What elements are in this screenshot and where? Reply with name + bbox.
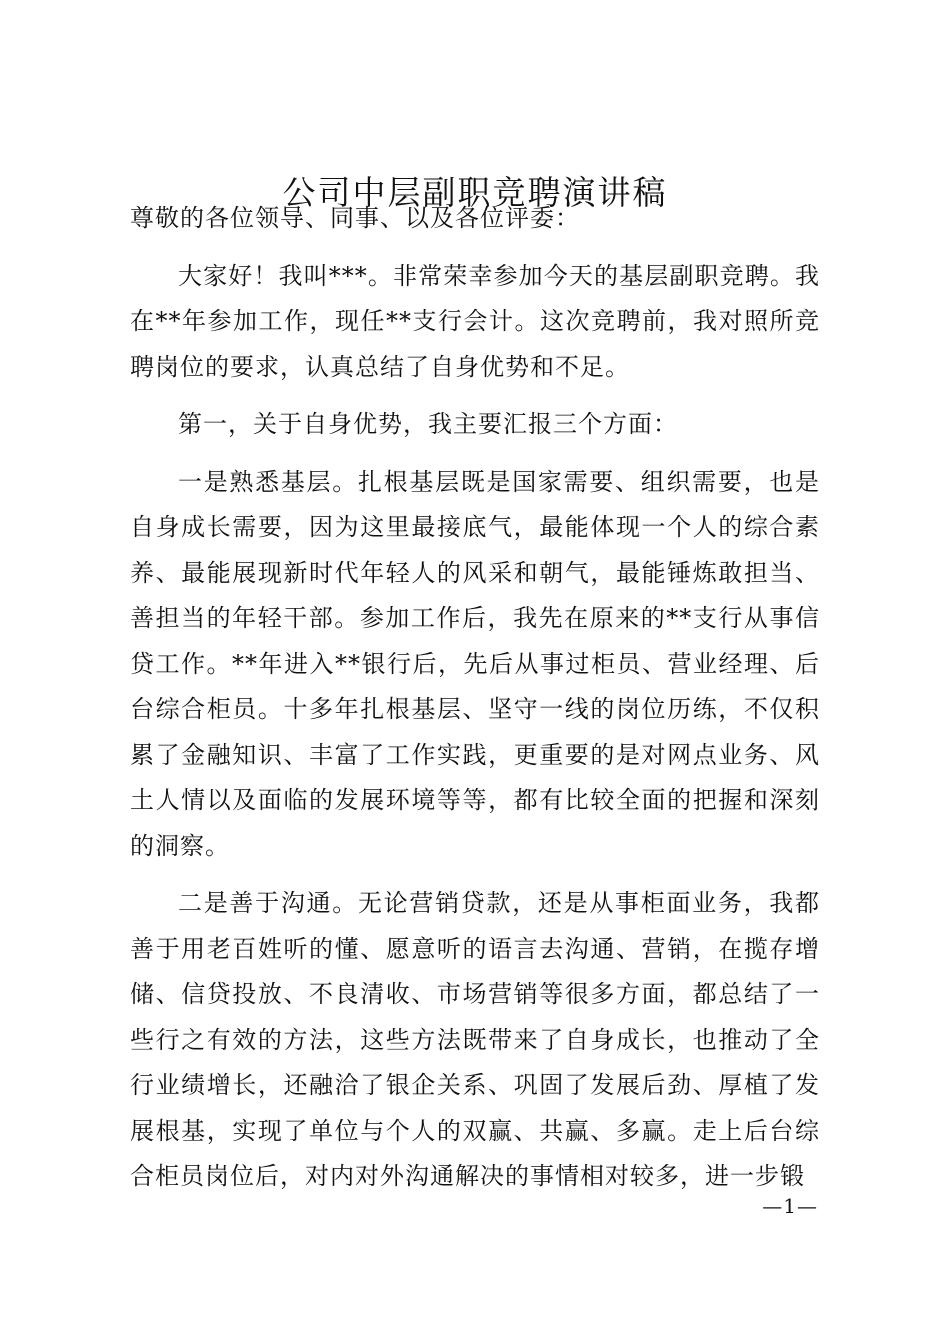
document-body: [130, 196, 820, 1212]
document-title: 公司中层副职竞聘演讲稿: [282, 173, 668, 212]
salutation: 尊敬的各位领导、同事、以及各位评委：: [130, 204, 580, 232]
paragraph-point-one: 一是熟悉基层。扎根基层既是国家需要、组织需要，也是自身成长需要，因为这里最接底气，最能体现一个人的综合素养、最能展现新时代年轻人的风采和朝气，最能锤炼敢担当、善担当的年轻干部。参加工作后，我先在原来的**支行从事信贷工作。**年进入**银行后，先后从事过柜员、营业经理、后台综合柜员。十多年扎根基层、坚守一线的岗位历练，不仅积累了金融知识、丰富了工作实践，更重要的是对网点业务、风土人情以及面临的发展环境等等，都有比较全面的把握和深刻的洞察。: [130, 467, 820, 860]
paragraph-point-two: 二是善于沟通。无论营销贷款，还是从事柜面业务，我都善于用老百姓听的懂、愿意听的语言去沟通、营销，在揽存增储、信贷投放、不良清收、市场营销等很多方面，都总结了一些行之有效的方法，这些方法既带来了自身成长，也推动了全行业绩增长，还融洽了银企关系、巩固了发展后劲、厚植了发展根基，实现了单位与个人的双赢、共赢、多赢。走上后台综合柜员岗位后，对内对外沟通解决的事情相对较多，进一步锻: [130, 889, 820, 1190]
paragraph-intro: 大家好！我叫***。非常荣幸参加今天的基层副职竞聘。我在**年参加工作，现任**支行会计。这次竞聘前，我对照所竞聘岗位的要求，认真总结了自身优势和不足。: [130, 261, 820, 381]
page-number: —1—: [762, 1194, 818, 1218]
paragraph-section-heading: 第一，关于自身优势，我主要汇报三个方面：: [178, 410, 678, 438]
